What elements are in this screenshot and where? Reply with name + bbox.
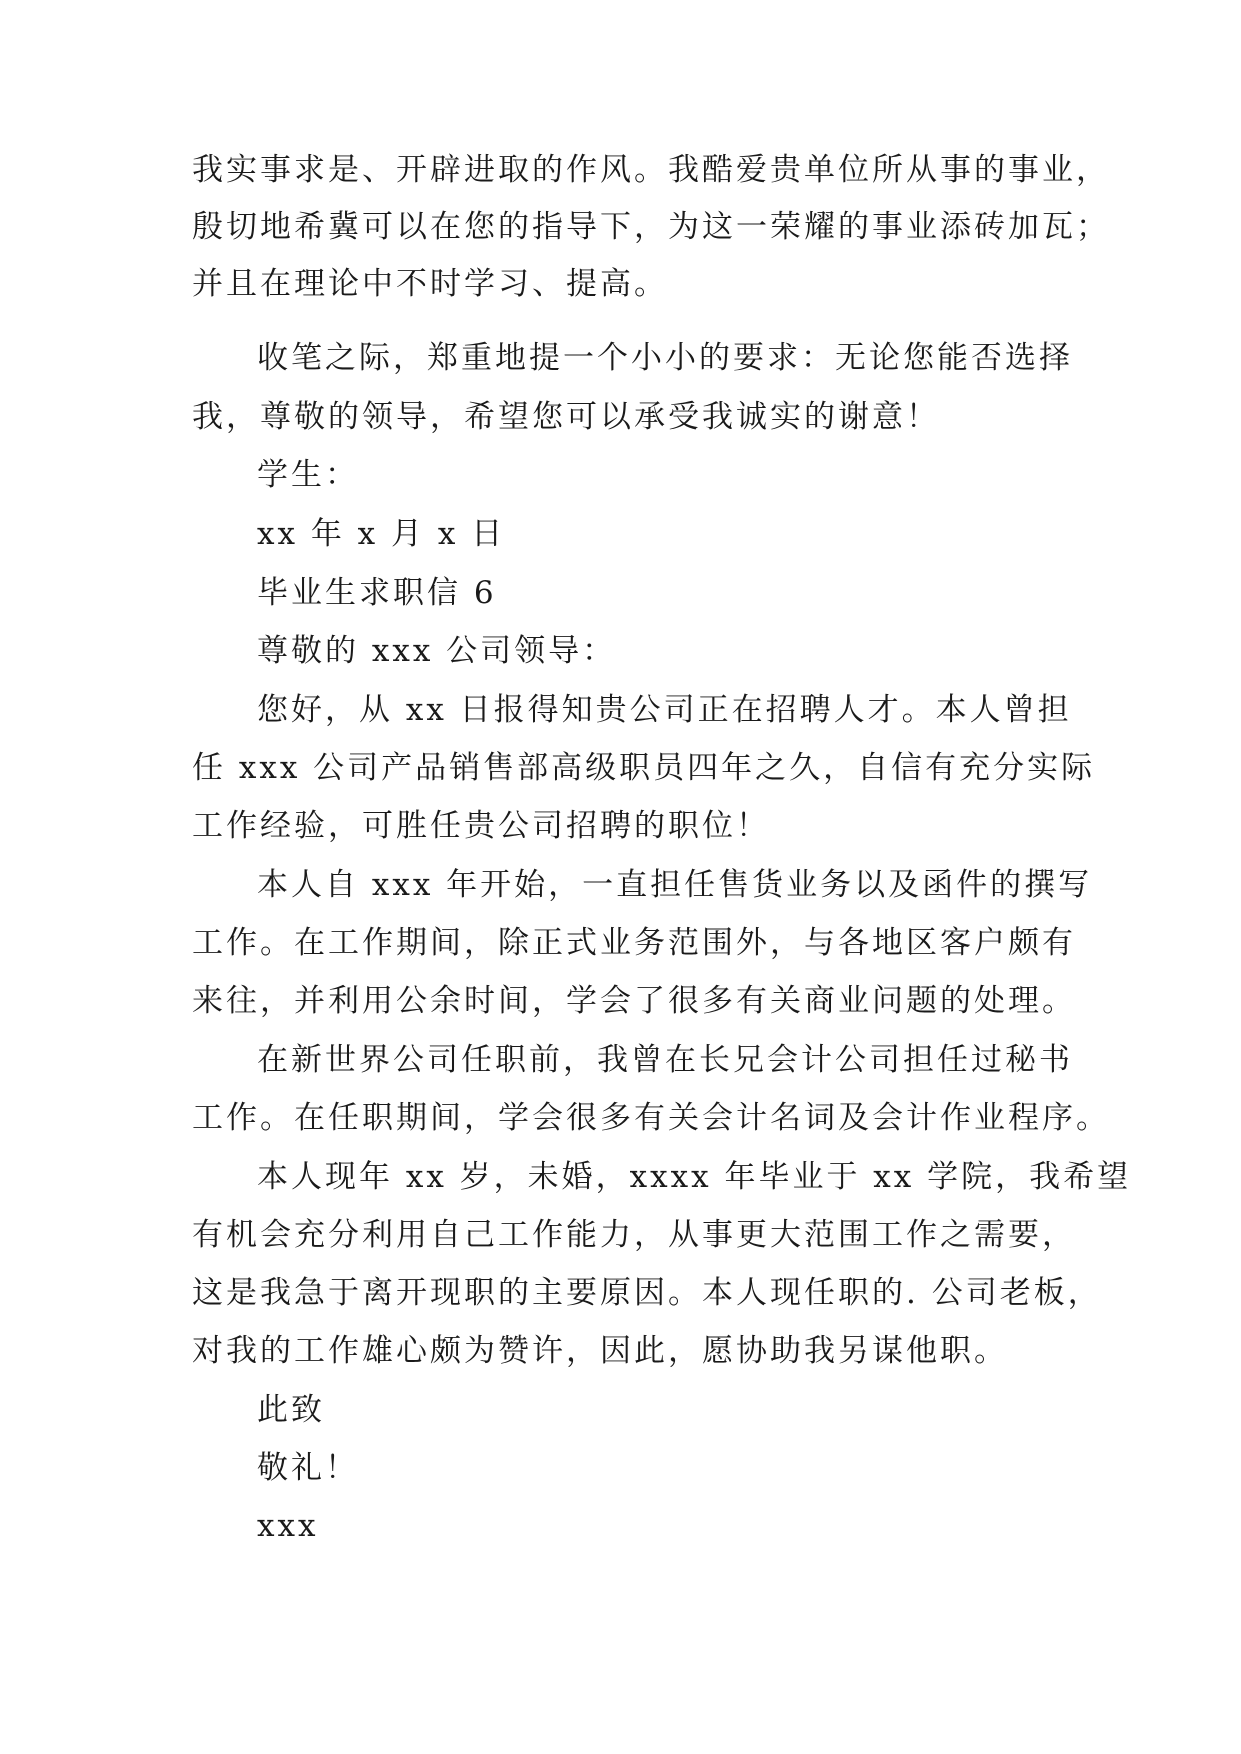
text-line: 这是我急于离开现职的主要原因。本人现任职的. 公司老板， xyxy=(192,1275,1102,1311)
signature-name: xxx xyxy=(257,1508,319,1544)
paragraph-line: 收笔之际，郑重地提一个小小的要求：无论您能否选择 xyxy=(257,340,1073,376)
paragraph-line: 您好，从 xx 日报得知贵公司正在招聘人才。本人曾担 xyxy=(257,692,1072,728)
signature-label: 学生： xyxy=(257,457,359,493)
section-title: 毕业生求职信 6 xyxy=(257,575,497,611)
text-line: 并且在理论中不时学习、提高。 xyxy=(192,266,668,302)
text-line: 有机会充分利用自己工作能力，从事更大范围工作之需要， xyxy=(192,1217,1076,1253)
paragraph-line: 在新世界公司任职前，我曾在长兄会计公司担任过秘书 xyxy=(257,1042,1073,1078)
paragraph-line: 本人自 xxx 年开始，一直担任售货业务以及函件的撰写 xyxy=(257,867,1093,903)
date-line: xx 年 x 月 x 日 xyxy=(257,516,506,552)
text-line: 殷切地希冀可以在您的指导下，为这一荣耀的事业添砖加瓦； xyxy=(192,209,1110,245)
text-line: 工作。在工作期间，除正式业务范围外，与各地区客户颇有 xyxy=(192,925,1076,961)
salutation: 尊敬的 xxx 公司领导： xyxy=(257,633,617,669)
text-line: 任 xxx 公司产品销售部高级职员四年之久，自信有充分实际 xyxy=(192,750,1096,786)
text-line: 我，尊敬的领导，希望您可以承受我诚实的谢意！ xyxy=(192,399,940,435)
text-line: 对我的工作雄心颇为赞许，因此，愿协助我另谋他职。 xyxy=(192,1333,1008,1369)
paragraph-line: 本人现年 xx 岁，未婚，xxxx 年毕业于 xx 学院，我希望 xyxy=(257,1159,1132,1195)
text-line: 工作。在任职期间，学会很多有关会计名词及会计作业程序。 xyxy=(192,1100,1110,1136)
text-line: 工作经验，可胜任贵公司招聘的职位！ xyxy=(192,808,770,844)
closing-line: 此致 xyxy=(257,1392,325,1428)
text-line: 来往，并利用公余时间，学会了很多有关商业问题的处理。 xyxy=(192,983,1076,1019)
closing-line: 敬礼！ xyxy=(257,1450,359,1486)
text-line: 我实事求是、开辟进取的作风。我酷爱贵单位所从事的事业， xyxy=(192,152,1110,188)
